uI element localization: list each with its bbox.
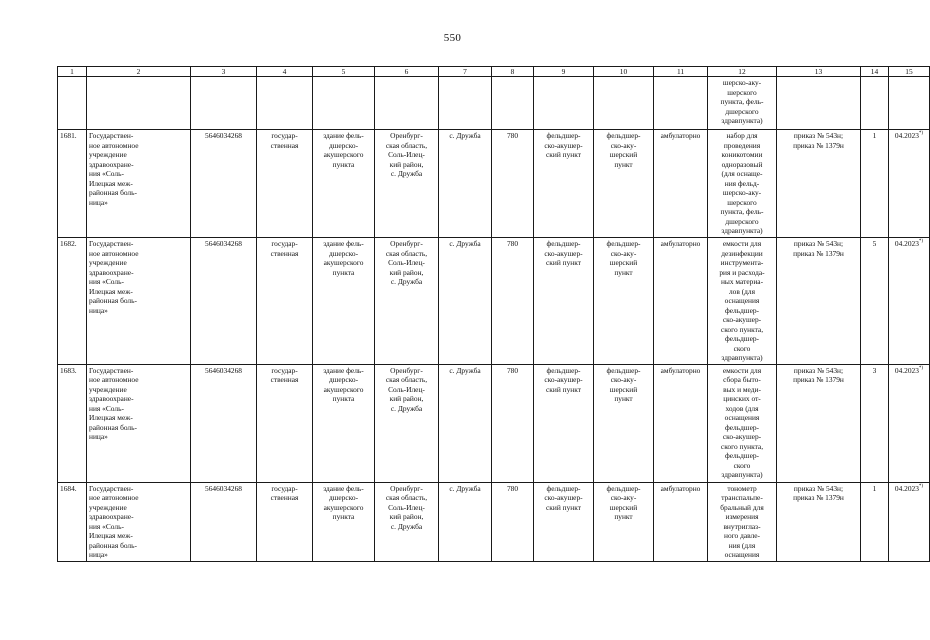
date-footnote-mark: *) <box>918 365 924 371</box>
address-cell: Оренбург- ская область, Соль-Илец- кий район, с. Дружба <box>375 364 439 482</box>
quantity-cell: 1 <box>861 130 889 238</box>
date-footnote-mark: *) <box>918 131 924 136</box>
department-cell: фельдшер- ско-аку- шерский пункт <box>594 364 654 482</box>
date-value: 04.2023 <box>894 239 919 248</box>
column-header: 1 <box>58 67 87 77</box>
building-cell: здание фель- дшерско- акушерского пункта <box>313 130 375 238</box>
order-cell: приказ № 543н; приказ № 1379н <box>777 482 861 561</box>
care-type-cell: амбулаторно <box>654 482 708 561</box>
quantity-cell: 5 <box>861 238 889 365</box>
date-value: 04.2023 <box>894 483 919 493</box>
date-cell <box>889 130 930 238</box>
row-number: 1681. <box>58 130 87 238</box>
care-type-cell: амбулаторно <box>654 238 708 365</box>
unit-cell: фельдшер- ско-акушер- ский пункт <box>534 238 594 365</box>
organization-cell: Государствен- ное автономное учреждение здравоохране- ния «Соль- Илецкая меж- районная боль- ница» <box>87 482 191 561</box>
table-row <box>58 130 930 238</box>
column-number-row <box>58 67 930 77</box>
table-row <box>58 482 930 561</box>
order-cell: приказ № 543н; приказ № 1379н <box>777 130 861 238</box>
continuation-row <box>58 77 930 130</box>
unit-cell: фельдшер- ско-акушер- ский пункт <box>534 130 594 238</box>
row-number: 1682. <box>58 238 87 365</box>
equipment-cell: емкости для дезинфекции инструмента- рия и расхода- ных материа- лов (для оснащения фельдшер- ско-акушер- ского пункта, фельдшер- ского здравпункта) <box>708 238 777 365</box>
date-cell <box>889 238 930 365</box>
locality-cell: с. Дружба <box>439 238 492 365</box>
equipment-table <box>57 66 930 562</box>
column-header: 12 <box>708 67 777 77</box>
order-cell: приказ № 543н; приказ № 1379н <box>777 364 861 482</box>
address-cell: Оренбург- ская область, Соль-Илец- кий район, с. Дружба <box>375 130 439 238</box>
column-header: 14 <box>861 67 889 77</box>
equipment-cell: емкости для сбора быто- вых и меди- цинских от- ходов (для оснащения фельдшер- ско-акушер- ского пункта, фельдшер- ского здравпункта) <box>708 364 777 482</box>
table-row <box>58 238 930 365</box>
organization-cell: Государствен- ное автономное учреждение здравоохране- ния «Соль- Илецкая меж- районная боль- ница» <box>87 364 191 482</box>
inn-cell: 5646034268 <box>191 130 257 238</box>
code-cell: 780 <box>492 482 534 561</box>
order-cell: приказ № 543н; приказ № 1379н <box>777 238 861 365</box>
code-cell: 780 <box>492 238 534 365</box>
equipment-cell: шерско-аку- шерского пункта, фель- дшерского здравпункта) <box>708 77 777 130</box>
column-header: 3 <box>191 67 257 77</box>
ownership-cell: государ- ственная <box>257 238 313 365</box>
table-row <box>58 364 930 482</box>
quantity-cell: 3 <box>861 364 889 482</box>
care-type-cell: амбулаторно <box>654 130 708 238</box>
inn-cell: 5646034268 <box>191 238 257 365</box>
organization-cell: Государствен- ное автономное учреждение здравоохране- ния «Соль- Илецкая меж- районная боль- ница» <box>87 238 191 365</box>
building-cell: здание фель- дшерско- акушерского пункта <box>313 482 375 561</box>
inn-cell: 5646034268 <box>191 364 257 482</box>
care-type-cell: амбулаторно <box>654 364 708 482</box>
column-header: 11 <box>654 67 708 77</box>
address-cell: Оренбург- ская область, Соль-Илец- кий район, с. Дружба <box>375 238 439 365</box>
date-value: 04.2023 <box>894 365 919 375</box>
unit-cell: фельдшер- ско-акушер- ский пункт <box>534 364 594 482</box>
column-header: 5 <box>313 67 375 77</box>
locality-cell: с. Дружба <box>439 364 492 482</box>
quantity-cell: 1 <box>861 482 889 561</box>
address-cell: Оренбург- ская область, Соль-Илец- кий район, с. Дружба <box>375 482 439 561</box>
unit-cell: фельдшер- ско-акушер- ский пункт <box>534 482 594 561</box>
date-cell <box>889 364 930 482</box>
date-footnote-mark: *) <box>918 483 924 489</box>
locality-cell: с. Дружба <box>439 482 492 561</box>
ownership-cell: государ- ственная <box>257 364 313 482</box>
department-cell: фельдшер- ско-аку- шерский пункт <box>594 482 654 561</box>
column-header: 6 <box>375 67 439 77</box>
column-header: 15 <box>889 67 930 77</box>
equipment-cell: тонометр транспальпе- бральный для измерения внутриглаз- ного давле- ния (для оснащения <box>708 482 777 561</box>
ownership-cell: государ- ственная <box>257 482 313 561</box>
page-number: 550 <box>443 32 462 44</box>
column-header: 13 <box>777 67 861 77</box>
row-number: 1684. <box>58 482 87 561</box>
department-cell: фельдшер- ско-аку- шерский пункт <box>594 238 654 365</box>
equipment-cell: набор для проведения коникотомии одноразовый (для оснаще- ния фельд- шерско-аку- шерского пункта, фель- дшерского здравпункта) <box>708 130 777 238</box>
department-cell: фельдшер- ско-аку- шерский пункт <box>594 130 654 238</box>
column-header: 4 <box>257 67 313 77</box>
column-header: 7 <box>439 67 492 77</box>
building-cell: здание фель- дшерско- акушерского пункта <box>313 364 375 482</box>
column-header: 2 <box>87 67 191 77</box>
code-cell: 780 <box>492 130 534 238</box>
code-cell: 780 <box>492 364 534 482</box>
building-cell: здание фель- дшерско- акушерского пункта <box>313 238 375 365</box>
inn-cell: 5646034268 <box>191 482 257 561</box>
organization-cell: Государствен- ное автономное учреждение здравоохране- ния «Соль- Илецкая меж- районная боль- ница» <box>87 130 191 238</box>
row-number: 1683. <box>58 364 87 482</box>
column-header: 9 <box>534 67 594 77</box>
column-header: 10 <box>594 67 654 77</box>
ownership-cell: государ- ственная <box>257 130 313 238</box>
date-footnote-mark: *) <box>918 239 924 244</box>
date-value: 04.2023 <box>894 131 919 140</box>
column-header: 8 <box>492 67 534 77</box>
locality-cell: с. Дружба <box>439 130 492 238</box>
date-cell <box>889 482 930 561</box>
